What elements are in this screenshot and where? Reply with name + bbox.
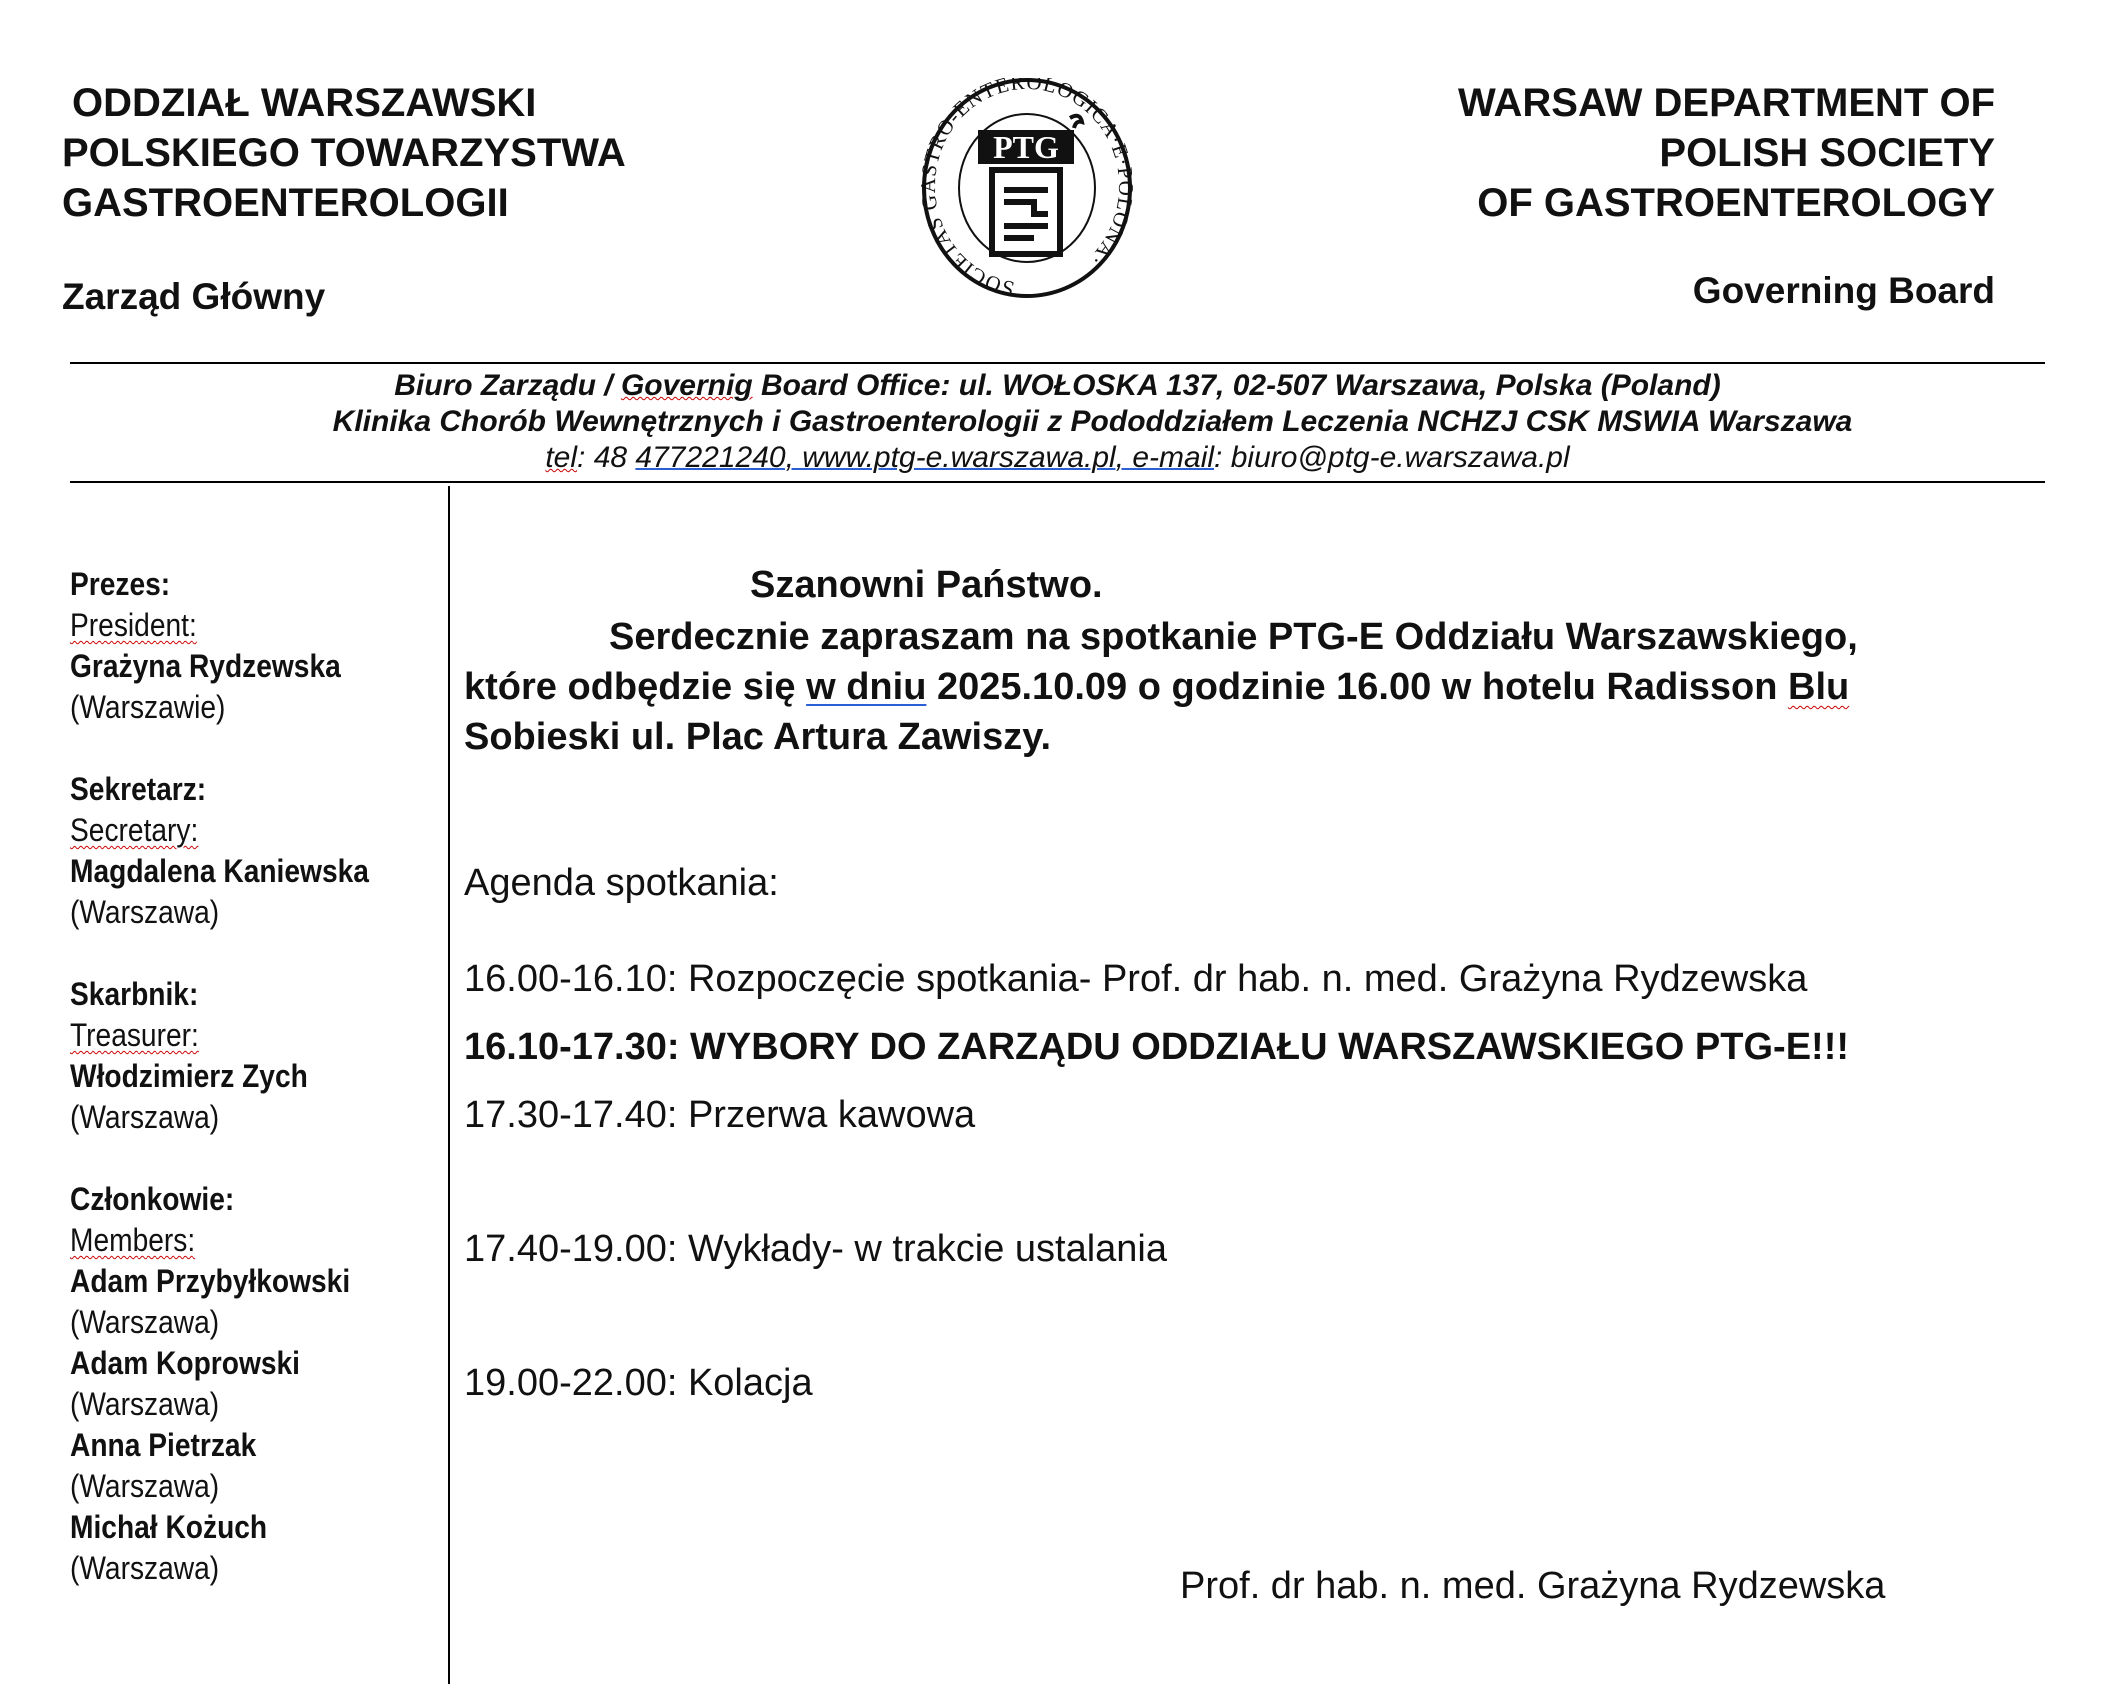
office-email: : biuro@ptg-e.warszawa.pl bbox=[1214, 441, 1570, 474]
role-members-pl: Członkowie: bbox=[70, 1181, 235, 1217]
letter-signature: Prof. dr hab. n. med. Grażyna Rydzewska bbox=[1180, 1565, 1886, 1607]
agenda-item: 17.40-19.00: Wykłady- w trakcie ustalania bbox=[464, 1228, 1167, 1270]
role-president-en: President: bbox=[70, 607, 197, 643]
office-tel-prefix: : 48 bbox=[577, 441, 636, 474]
header-left-line3: GASTROENTEROLOGII bbox=[62, 181, 509, 225]
header-left-title bbox=[62, 78, 626, 228]
member-name bbox=[70, 1261, 396, 1302]
office-line3 bbox=[70, 440, 2045, 476]
invite-text: które odbędzie się bbox=[464, 666, 807, 708]
column-divider bbox=[448, 486, 450, 1684]
letter-invitation bbox=[464, 612, 2074, 762]
agenda-item: 17.30-17.40: Przerwa kawowa bbox=[464, 1094, 976, 1136]
top-rule bbox=[70, 362, 2045, 364]
header-left-board: Zarząd Główny bbox=[62, 276, 326, 317]
member-city: (Warszawa) bbox=[70, 1468, 220, 1504]
member-city: (Warszawa) bbox=[70, 1304, 220, 1340]
office-line1-suffix: Board Office: ul. WOŁOSKA 137, 02-507 Warszawa, Polska (Poland) bbox=[752, 369, 1721, 402]
header-right-line2: POLISH SOCIETY bbox=[1659, 131, 1995, 175]
header-left-line1: ODDZIAŁ WARSZAWSKI bbox=[72, 81, 537, 125]
agenda-item: 19.00-22.00: Kolacja bbox=[464, 1362, 813, 1404]
invite-hotel-misspelled: Blu bbox=[1788, 666, 1850, 708]
header-right-board: Governing Board bbox=[1692, 270, 1995, 311]
office-contact-link[interactable]: 477221240, www.ptg-e.warszawa.pl, e-mail bbox=[635, 441, 1215, 474]
treasurer-name: Włodzimierz Zych bbox=[70, 1058, 308, 1094]
role-treasurer-en: Treasurer: bbox=[70, 1017, 199, 1053]
agenda-item: 16.00-16.10: Rozpoczęcie spotkania- Prof. dr hab. n. med. Grażyna Rydzewska bbox=[464, 958, 1808, 1000]
treasurer-city: (Warszawa) bbox=[70, 1099, 220, 1135]
office-address-block bbox=[70, 368, 2045, 476]
president-name: Grażyna Rydzewska bbox=[70, 648, 341, 684]
letter-greeting: Szanowni Państwo. bbox=[750, 564, 1103, 606]
invite-date-underlined: w dniu bbox=[806, 666, 927, 708]
role-secretary-pl: Sekretarz: bbox=[70, 771, 207, 807]
header-right-title bbox=[1458, 78, 1995, 228]
member-name: Michał Kożuch bbox=[70, 1509, 268, 1545]
member-name: Anna Pietrzak bbox=[70, 1427, 257, 1463]
board-members-sidebar bbox=[70, 564, 396, 1589]
invite-line3: Sobieski ul. Plac Artura Zawiszy. bbox=[464, 716, 1052, 758]
secretary-name: Magdalena Kaniewska bbox=[70, 853, 369, 889]
agenda-title: Agenda spotkania: bbox=[464, 862, 779, 904]
office-line1 bbox=[70, 368, 2045, 404]
svg-text:SOCIETAS GASTRO-ENTEROLOGICA·E: SOCIETAS TRO-ENTEROLOGICA·E· LONA· bbox=[920, 78, 1135, 302]
member-city: (Warszawa) bbox=[70, 1386, 220, 1422]
role-members-en: Members: bbox=[70, 1222, 196, 1258]
svg-text:PTG: PTG bbox=[993, 129, 1059, 165]
president-city: (Warszawie) bbox=[70, 689, 226, 725]
member-name: Adam Koprowski bbox=[70, 1345, 301, 1381]
member-name-text: Adam Przybyłkowski bbox=[70, 1263, 351, 1299]
agenda-item-elections: 16.10-17.30: WYBORY DO ZARZĄDU ODDZIAŁU WARSZAWSKIEGO PTG-E!!! bbox=[464, 1026, 1849, 1068]
secretary-city: (Warszawa) bbox=[70, 894, 220, 930]
office-line2: Klinika Chorób Wewnętrznych i Gastroenterologii z Pododdziałem Leczenia NCHZJ CSK MSWIA Warszawa bbox=[332, 405, 1853, 438]
header-left-line2: POLSKIEGO TOWARZYSTWA bbox=[62, 131, 626, 175]
invite-line1: Serdecznie zapraszam na spotkanie PTG-E Oddziału Warszawskiego, bbox=[609, 616, 1858, 658]
role-president-pl: Prezes: bbox=[70, 566, 171, 602]
invite-line2 bbox=[464, 662, 2074, 712]
office-line1-misspelled: Governig bbox=[620, 369, 753, 402]
ptg-e-seal-icon bbox=[920, 78, 1135, 308]
invite-text: 2025.10.09 o godzinie 16.00 w hotelu Radisson bbox=[926, 666, 1789, 708]
member-city: (Warszawa) bbox=[70, 1550, 220, 1586]
role-secretary-en: Secretary: bbox=[70, 812, 199, 848]
office-line1-prefix: Biuro Zarządu / bbox=[394, 369, 621, 402]
header-right-line1: WARSAW DEPARTMENT OF bbox=[1457, 81, 1995, 125]
header-right-line3: OF GASTROENTEROLOGY bbox=[1477, 181, 1995, 225]
bottom-rule bbox=[70, 481, 2045, 483]
role-treasurer-pl: Skarbnik: bbox=[70, 976, 199, 1012]
office-tel-label: tel bbox=[545, 441, 578, 474]
